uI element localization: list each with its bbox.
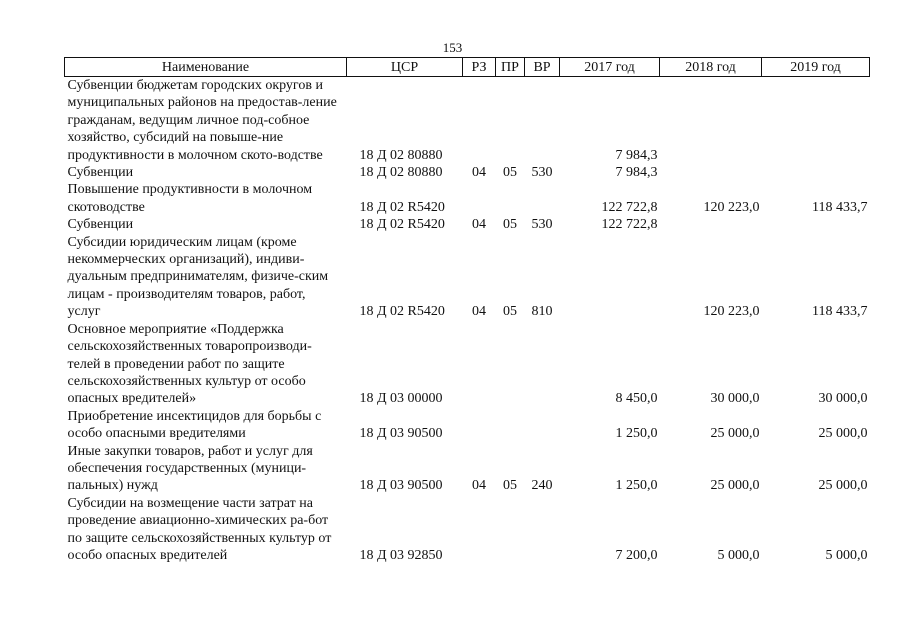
column-header-2019: 2019 год bbox=[762, 58, 870, 77]
row-rz: 04 bbox=[472, 478, 486, 494]
row-2018: 120 223,0 bbox=[703, 199, 760, 215]
row-name: Субсидии на возмещение части затрат на проведение авиационно-химических ра-бот по защите сельскохозяйственных культур от особо опасных вредителей bbox=[67, 495, 332, 563]
row-pr bbox=[496, 181, 525, 216]
row-2019 bbox=[762, 216, 870, 233]
row-vr bbox=[525, 321, 560, 408]
row-csr: 18 Д 03 92850 bbox=[359, 547, 443, 563]
table-header-row bbox=[65, 58, 870, 77]
table-row bbox=[65, 77, 870, 165]
row-name: Приобретение инсектицидов для борьбы с особо опасными вредителями bbox=[67, 408, 322, 442]
row-pr: 05 bbox=[503, 217, 517, 233]
row-2018 bbox=[660, 164, 762, 181]
row-2019: 25 000,0 bbox=[818, 426, 868, 442]
column-header-pr: ПР bbox=[496, 58, 525, 77]
row-vr bbox=[525, 408, 560, 443]
row-2018: 5 000,0 bbox=[717, 547, 760, 563]
row-name: Субвенции bbox=[67, 165, 134, 181]
row-2017: 1 250,0 bbox=[615, 478, 658, 494]
row-csr: 18 Д 03 90500 bbox=[359, 426, 443, 442]
table-row bbox=[65, 234, 870, 321]
row-2017: 7 984,3 bbox=[615, 165, 658, 181]
table-row bbox=[65, 216, 870, 233]
table-row bbox=[65, 443, 870, 495]
row-rz: 04 bbox=[472, 165, 486, 181]
row-2018 bbox=[660, 216, 762, 233]
row-2019 bbox=[762, 77, 870, 165]
row-2018: 120 223,0 bbox=[703, 304, 760, 320]
row-pr bbox=[496, 495, 525, 565]
row-pr: 05 bbox=[503, 304, 517, 320]
row-name: Субвенции bbox=[67, 217, 134, 233]
row-2017: 1 250,0 bbox=[615, 426, 658, 442]
row-vr: 240 bbox=[531, 478, 553, 494]
row-2019: 25 000,0 bbox=[818, 478, 868, 494]
row-rz: 04 bbox=[472, 304, 486, 320]
row-name: Повышение продуктивности в молочном скотоводстве bbox=[67, 182, 313, 215]
row-pr: 05 bbox=[503, 165, 517, 181]
column-header-2018: 2018 год bbox=[660, 58, 762, 77]
row-pr bbox=[496, 408, 525, 443]
column-header-csr: ЦСР bbox=[347, 58, 463, 77]
row-2017: 122 722,8 bbox=[601, 217, 658, 233]
column-header-2017: 2017 год bbox=[560, 58, 660, 77]
row-2018 bbox=[660, 77, 762, 165]
row-name: Субвенции бюджетам городских округов и муниципальных районов на предостав-ление гражданам, ведущим личное под-собное хозяйство, субсидий на повыше-ние продуктивности в молочном ското-водстве bbox=[67, 78, 337, 163]
row-2017 bbox=[560, 234, 660, 321]
row-2017: 122 722,8 bbox=[601, 199, 658, 215]
table-row bbox=[65, 495, 870, 565]
table-row bbox=[65, 164, 870, 181]
row-rz bbox=[463, 408, 496, 443]
row-csr: 18 Д 02 80880 bbox=[359, 165, 443, 181]
row-csr: 18 Д 03 00000 bbox=[359, 391, 443, 407]
row-2019: 118 433,7 bbox=[812, 199, 868, 215]
row-2019 bbox=[762, 164, 870, 181]
row-rz bbox=[463, 321, 496, 408]
row-vr bbox=[525, 77, 560, 165]
table-row bbox=[65, 408, 870, 443]
row-csr: 18 Д 02 R5420 bbox=[359, 199, 445, 215]
row-2018: 30 000,0 bbox=[710, 391, 760, 407]
row-vr: 530 bbox=[531, 165, 553, 181]
row-2019: 30 000,0 bbox=[818, 391, 868, 407]
row-pr bbox=[496, 77, 525, 165]
column-header-name: Наименование bbox=[65, 58, 347, 77]
row-2017: 7 200,0 bbox=[615, 547, 658, 563]
row-2018: 25 000,0 bbox=[710, 478, 760, 494]
row-rz bbox=[463, 181, 496, 216]
row-vr bbox=[525, 181, 560, 216]
row-2019: 5 000,0 bbox=[825, 547, 868, 563]
row-pr bbox=[496, 321, 525, 408]
row-2017: 7 984,3 bbox=[615, 147, 658, 163]
column-header-vr: ВР bbox=[525, 58, 560, 77]
row-rz bbox=[463, 495, 496, 565]
row-name: Субсидии юридическим лицам (кроме некоммерческих организаций), индиви-дуальным предпринимателям, физиче-ским лицам - производителям товаров, работ, услуг bbox=[67, 234, 329, 320]
row-name: Основное мероприятие «Поддержка сельскохозяйственных товаропроизводи-телей в проведении работ по защите сельскохозяйственных культур от особо опасных вредителей» bbox=[67, 321, 312, 407]
table-row bbox=[65, 181, 870, 216]
row-pr: 05 bbox=[503, 478, 517, 494]
row-vr: 530 bbox=[531, 217, 553, 233]
row-vr: 810 bbox=[531, 304, 553, 320]
column-header-rz: РЗ bbox=[463, 58, 496, 77]
row-rz bbox=[463, 77, 496, 165]
row-csr: 18 Д 03 90500 bbox=[359, 478, 443, 494]
row-csr: 18 Д 02 R5420 bbox=[359, 217, 445, 233]
row-csr: 18 Д 02 R5420 bbox=[359, 304, 445, 320]
row-vr bbox=[525, 495, 560, 565]
row-2017: 8 450,0 bbox=[615, 391, 658, 407]
row-2019: 118 433,7 bbox=[812, 304, 868, 320]
row-rz: 04 bbox=[472, 217, 486, 233]
budget-table bbox=[64, 57, 870, 564]
page-number: 153 bbox=[442, 40, 463, 55]
row-csr: 18 Д 02 80880 bbox=[359, 147, 443, 163]
row-2018: 25 000,0 bbox=[710, 426, 760, 442]
table-row bbox=[65, 321, 870, 408]
row-name: Иные закупки товаров, работ и услуг для обеспечения государственных (муници-пальных) нужд bbox=[67, 443, 313, 494]
